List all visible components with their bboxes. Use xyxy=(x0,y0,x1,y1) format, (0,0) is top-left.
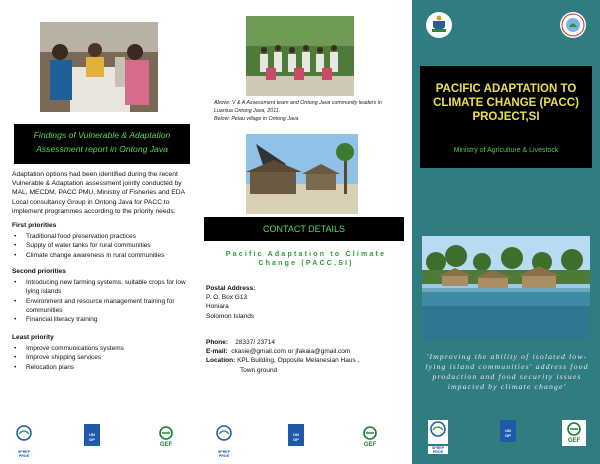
undp-letter: P xyxy=(296,437,299,442)
list-item: • Relocation plans xyxy=(14,363,194,372)
gef-logo-text: GEF xyxy=(363,442,377,448)
findings-title-line2: Assessment report in Ontong Java xyxy=(36,144,168,154)
photo-pelau-village xyxy=(246,134,358,214)
email-value[interactable]: ckasie@gmail.com or jfakaia@gmail.com xyxy=(231,348,351,356)
left-panel xyxy=(0,0,200,464)
ministry-name: Ministry of Agriculture & Livestock xyxy=(453,147,559,154)
sprep-logo xyxy=(428,420,448,454)
project-title-box xyxy=(420,66,592,168)
list-item: • Improve shipping services xyxy=(14,353,194,362)
list-item: • Financial literacy training xyxy=(14,315,194,324)
findings-title-box xyxy=(14,124,190,164)
location-value-2: Town ground xyxy=(240,366,278,374)
undp-letter: U xyxy=(89,432,92,437)
project-quote: 'Improving the ability of isolated low-lying island communities' address food production and food security issues impacted by climate change' xyxy=(425,352,589,391)
findings-title-line1: Findings of Vulnerable & Adaptation xyxy=(33,130,171,140)
undp-logo xyxy=(84,424,100,446)
undp-letter: U xyxy=(293,432,296,437)
caption-line: Above: V & A Assessment team and Ontong Java community leaders in xyxy=(214,100,382,106)
list-item: • Environment and resource management training for communities xyxy=(14,297,194,316)
gef-logo xyxy=(562,420,586,446)
sprep-logo xyxy=(14,424,34,458)
undp-logo xyxy=(500,420,516,442)
phone-label: Phone: xyxy=(206,339,229,346)
project-title-line: PROJECT,SI xyxy=(472,111,540,123)
gef-logo xyxy=(358,426,382,448)
sprep-logo xyxy=(214,424,234,458)
first-priorities-list xyxy=(14,232,194,260)
list-item: • Improve communications systems xyxy=(14,344,194,353)
contact-info xyxy=(206,338,359,375)
list-item: • Traditional food preservation practices xyxy=(14,232,194,241)
location-label: Location: xyxy=(206,357,236,365)
undp-letter: P xyxy=(508,433,511,438)
postal-label: Postal Address: xyxy=(206,285,256,292)
list-item: • Introducing new farming systems, suitable crops for low lying islands xyxy=(14,278,194,297)
sprep-logo-text: SPREP PROE xyxy=(217,450,231,458)
intro-text: Adaptation options had been identified during the recent Vulnerable & Adaptation assessment jointly conducted by MAL, MECDM, PACC PMU, Ministry of Fisheries and EDA Local consultancy Group in Ontong Java for PACC to implement programmes according to the priority needs: xyxy=(12,171,185,215)
list-item: • Supply of water tanks for rural communities xyxy=(14,241,194,250)
photo-village-waterfront xyxy=(422,236,590,340)
undp-letter: U xyxy=(505,428,508,433)
right-cover-panel xyxy=(412,0,600,464)
first-priorities-heading: First priorities xyxy=(12,222,57,229)
pacc-name xyxy=(210,250,402,268)
gef-logo-text: GEF xyxy=(567,438,581,444)
email-label: E-mail: xyxy=(206,348,228,356)
sprep-logo-text: SPREP PROE xyxy=(428,446,448,454)
pacc-name-line: Change (PACC,SI) xyxy=(258,260,354,267)
middle-panel xyxy=(200,0,412,464)
postal-line: Honiara xyxy=(206,303,229,311)
pacc-name-line: Pacific Adaptation to Climate xyxy=(225,251,387,258)
project-title-line: CLIMATE CHANGE (PACC) xyxy=(433,97,579,109)
undp-letter: P xyxy=(92,437,95,442)
undp-letter: N xyxy=(92,432,95,437)
least-priorities-list xyxy=(14,344,194,372)
undp-logo xyxy=(288,424,304,446)
second-priorities-list xyxy=(14,278,194,324)
location-value: KPL Building, Opposite Melanesian Haus , xyxy=(237,357,360,365)
second-priorities-heading: Second priorities xyxy=(12,268,66,275)
postal-line: P. O. Box G13 xyxy=(206,294,248,302)
contact-details-heading: CONTACT DETAILS xyxy=(204,217,404,241)
postal-line: Solomon Islands xyxy=(206,312,255,320)
gef-logo-text: GEF xyxy=(159,442,173,448)
photo-assessment-team xyxy=(246,16,354,96)
undp-letter: N xyxy=(296,432,299,437)
sprep-logo-text: SPREP PROE xyxy=(17,450,31,458)
project-title-line: PACIFIC ADAPTATION TO xyxy=(435,83,577,95)
photo-caption xyxy=(214,99,404,124)
phone-value: 28337/ 23714 xyxy=(235,339,276,346)
least-priority-heading: Least priority xyxy=(12,334,54,341)
list-item: • Climate change awareness in rural communities xyxy=(14,251,194,260)
undp-letter: D xyxy=(505,433,509,438)
undp-letter: D xyxy=(89,437,93,442)
caption-line: Luaniua Ontong Java, 2011. xyxy=(214,108,281,115)
postal-address xyxy=(206,284,255,321)
solomon-islands-seal-icon xyxy=(426,12,452,38)
photo-assessment-meeting xyxy=(40,22,158,112)
caption-line: Below: Pelau village in Ontong Java xyxy=(214,116,299,123)
ministry-seal-icon xyxy=(560,12,586,38)
gef-logo xyxy=(154,426,178,448)
undp-letter: D xyxy=(293,437,297,442)
undp-letter: N xyxy=(508,428,511,433)
